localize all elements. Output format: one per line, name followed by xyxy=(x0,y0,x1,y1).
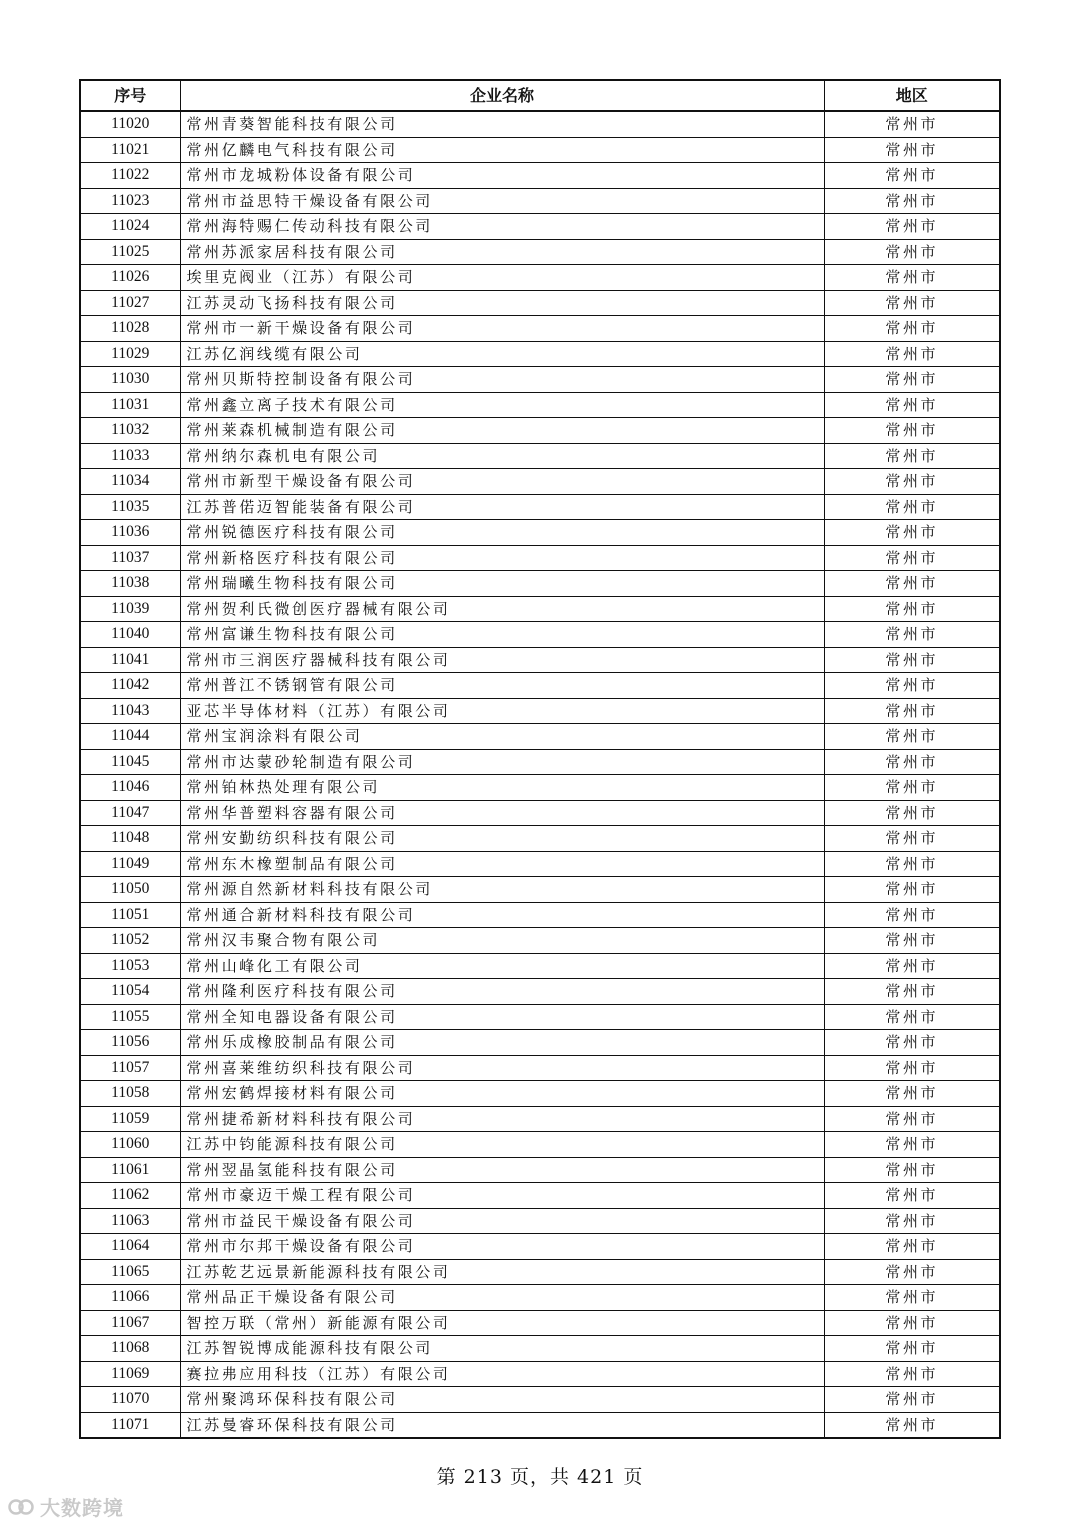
table-row xyxy=(80,571,1000,597)
cell-company-name: 常州市益思特干燥设备有限公司 xyxy=(180,188,824,214)
cell-serial-number: 11067 xyxy=(80,1310,180,1336)
table-row xyxy=(80,443,1000,469)
cell-region: 常州市 xyxy=(824,800,1000,826)
cell-region: 常州市 xyxy=(824,1387,1000,1413)
table-row xyxy=(80,673,1000,699)
cell-region: 常州市 xyxy=(824,673,1000,699)
cell-region: 常州市 xyxy=(824,418,1000,444)
table-row xyxy=(80,111,1000,137)
cell-company-name: 常州通合新材料科技有限公司 xyxy=(180,902,824,928)
cell-company-name: 江苏亿润线缆有限公司 xyxy=(180,341,824,367)
table-row xyxy=(80,1285,1000,1311)
cell-company-name: 常州山峰化工有限公司 xyxy=(180,953,824,979)
cell-company-name: 常州市龙城粉体设备有限公司 xyxy=(180,163,824,189)
cell-region: 常州市 xyxy=(824,265,1000,291)
table-row xyxy=(80,1055,1000,1081)
table-row xyxy=(80,826,1000,852)
cell-serial-number: 11035 xyxy=(80,494,180,520)
table-row xyxy=(80,1004,1000,1030)
cell-serial-number: 11071 xyxy=(80,1412,180,1438)
cell-company-name: 常州全知电器设备有限公司 xyxy=(180,1004,824,1030)
cell-region: 常州市 xyxy=(824,1081,1000,1107)
cell-serial-number: 11056 xyxy=(80,1030,180,1056)
cell-region: 常州市 xyxy=(824,826,1000,852)
cell-company-name: 常州纳尔森机电有限公司 xyxy=(180,443,824,469)
table-row xyxy=(80,1234,1000,1260)
table-row xyxy=(80,520,1000,546)
cell-serial-number: 11023 xyxy=(80,188,180,214)
cell-serial-number: 11030 xyxy=(80,367,180,393)
cell-serial-number: 11031 xyxy=(80,392,180,418)
cell-region: 常州市 xyxy=(824,367,1000,393)
table-row xyxy=(80,1361,1000,1387)
cell-company-name: 常州品正干燥设备有限公司 xyxy=(180,1285,824,1311)
cell-company-name: 常州苏派家居科技有限公司 xyxy=(180,239,824,265)
table-row xyxy=(80,928,1000,954)
cell-serial-number: 11051 xyxy=(80,902,180,928)
table-row xyxy=(80,1081,1000,1107)
table-row xyxy=(80,902,1000,928)
cell-region: 常州市 xyxy=(824,851,1000,877)
table-row xyxy=(80,418,1000,444)
cell-company-name: 常州聚鸿环保科技有限公司 xyxy=(180,1387,824,1413)
cell-serial-number: 11066 xyxy=(80,1285,180,1311)
cell-region: 常州市 xyxy=(824,1004,1000,1030)
cell-serial-number: 11059 xyxy=(80,1106,180,1132)
table-row xyxy=(80,1310,1000,1336)
cell-company-name: 常州汉韦聚合物有限公司 xyxy=(180,928,824,954)
table-row xyxy=(80,290,1000,316)
cell-region: 常州市 xyxy=(824,647,1000,673)
page-number: 第 213 页，共 421 页 xyxy=(436,1466,644,1488)
cell-region: 常州市 xyxy=(824,953,1000,979)
cell-serial-number: 11024 xyxy=(80,214,180,240)
table-row xyxy=(80,545,1000,571)
header-serial-number: 序号 xyxy=(80,80,180,111)
cell-serial-number: 11042 xyxy=(80,673,180,699)
cell-company-name: 常州瑞曦生物科技有限公司 xyxy=(180,571,824,597)
table-row xyxy=(80,851,1000,877)
watermark xyxy=(8,1492,124,1521)
cell-company-name: 江苏普偌迈智能装备有限公司 xyxy=(180,494,824,520)
cell-serial-number: 11046 xyxy=(80,775,180,801)
cell-company-name: 常州富谦生物科技有限公司 xyxy=(180,622,824,648)
cell-region: 常州市 xyxy=(824,1234,1000,1260)
cell-region: 常州市 xyxy=(824,775,1000,801)
cell-region: 常州市 xyxy=(824,1106,1000,1132)
cell-company-name: 常州东木橡塑制品有限公司 xyxy=(180,851,824,877)
cell-serial-number: 11052 xyxy=(80,928,180,954)
cell-serial-number: 11062 xyxy=(80,1183,180,1209)
cell-region: 常州市 xyxy=(824,392,1000,418)
table-row xyxy=(80,137,1000,163)
cell-company-name: 常州铂林热处理有限公司 xyxy=(180,775,824,801)
cell-serial-number: 11065 xyxy=(80,1259,180,1285)
cell-serial-number: 11032 xyxy=(80,418,180,444)
cell-company-name: 常州普江不锈钢管有限公司 xyxy=(180,673,824,699)
cell-company-name: 常州捷希新材料科技有限公司 xyxy=(180,1106,824,1132)
cell-region: 常州市 xyxy=(824,1412,1000,1438)
cell-region: 常州市 xyxy=(824,494,1000,520)
cell-company-name: 常州乐成橡胶制品有限公司 xyxy=(180,1030,824,1056)
table-row xyxy=(80,265,1000,291)
table-row xyxy=(80,775,1000,801)
table-row xyxy=(80,647,1000,673)
table-row xyxy=(80,724,1000,750)
cell-serial-number: 11034 xyxy=(80,469,180,495)
cell-serial-number: 11036 xyxy=(80,520,180,546)
cell-region: 常州市 xyxy=(824,137,1000,163)
table-row xyxy=(80,800,1000,826)
cell-company-name: 常州市豪迈干燥工程有限公司 xyxy=(180,1183,824,1209)
cell-region: 常州市 xyxy=(824,545,1000,571)
cell-region: 常州市 xyxy=(824,749,1000,775)
company-table xyxy=(79,79,1001,1439)
cell-serial-number: 11053 xyxy=(80,953,180,979)
cell-region: 常州市 xyxy=(824,290,1000,316)
cell-company-name: 常州宏鹤焊接材料有限公司 xyxy=(180,1081,824,1107)
cell-region: 常州市 xyxy=(824,928,1000,954)
cell-company-name: 江苏灵动飞扬科技有限公司 xyxy=(180,290,824,316)
cell-region: 常州市 xyxy=(824,469,1000,495)
cell-serial-number: 11039 xyxy=(80,596,180,622)
table-row xyxy=(80,1336,1000,1362)
cell-serial-number: 11041 xyxy=(80,647,180,673)
cell-company-name: 赛拉弗应用科技（江苏）有限公司 xyxy=(180,1361,824,1387)
cell-company-name: 常州安勤纺织科技有限公司 xyxy=(180,826,824,852)
cell-company-name: 常州市益民干燥设备有限公司 xyxy=(180,1208,824,1234)
table-row xyxy=(80,953,1000,979)
table-row xyxy=(80,698,1000,724)
cell-company-name: 常州市达蒙砂轮制造有限公司 xyxy=(180,749,824,775)
table-row xyxy=(80,188,1000,214)
table-row xyxy=(80,316,1000,342)
cell-region: 常州市 xyxy=(824,1030,1000,1056)
cell-company-name: 常州隆利医疗科技有限公司 xyxy=(180,979,824,1005)
cell-company-name: 常州市一新干燥设备有限公司 xyxy=(180,316,824,342)
table-row xyxy=(80,749,1000,775)
table-header-row xyxy=(80,80,1000,111)
cell-company-name: 常州鑫立离子技术有限公司 xyxy=(180,392,824,418)
cell-company-name: 常州喜莱维纺织科技有限公司 xyxy=(180,1055,824,1081)
cell-company-name: 常州市新型干燥设备有限公司 xyxy=(180,469,824,495)
cell-company-name: 常州莱森机械制造有限公司 xyxy=(180,418,824,444)
cell-serial-number: 11055 xyxy=(80,1004,180,1030)
cell-company-name: 江苏曼睿环保科技有限公司 xyxy=(180,1412,824,1438)
cell-company-name: 常州市尔邦干燥设备有限公司 xyxy=(180,1234,824,1260)
cell-serial-number: 11029 xyxy=(80,341,180,367)
cell-region: 常州市 xyxy=(824,1336,1000,1362)
cell-company-name: 常州翌晶氢能科技有限公司 xyxy=(180,1157,824,1183)
header-region: 地区 xyxy=(824,80,1000,111)
cell-serial-number: 11068 xyxy=(80,1336,180,1362)
table-row xyxy=(80,239,1000,265)
cell-company-name: 常州市三润医疗器械科技有限公司 xyxy=(180,647,824,673)
cell-company-name: 常州贺利氏微创医疗器械有限公司 xyxy=(180,596,824,622)
cell-serial-number: 11040 xyxy=(80,622,180,648)
table-row xyxy=(80,469,1000,495)
table-row xyxy=(80,1157,1000,1183)
cell-region: 常州市 xyxy=(824,877,1000,903)
header-company-name: 企业名称 xyxy=(180,80,824,111)
cell-region: 常州市 xyxy=(824,1310,1000,1336)
cell-region: 常州市 xyxy=(824,1259,1000,1285)
cell-region: 常州市 xyxy=(824,111,1000,137)
cell-region: 常州市 xyxy=(824,163,1000,189)
table-row xyxy=(80,622,1000,648)
table-body xyxy=(80,111,1000,1438)
cell-region: 常州市 xyxy=(824,724,1000,750)
cell-serial-number: 11021 xyxy=(80,137,180,163)
cell-company-name: 亚芯半导体材料（江苏）有限公司 xyxy=(180,698,824,724)
cell-region: 常州市 xyxy=(824,1183,1000,1209)
cell-region: 常州市 xyxy=(824,443,1000,469)
cell-serial-number: 11048 xyxy=(80,826,180,852)
cell-serial-number: 11069 xyxy=(80,1361,180,1387)
cell-region: 常州市 xyxy=(824,571,1000,597)
cell-serial-number: 11070 xyxy=(80,1387,180,1413)
cell-region: 常州市 xyxy=(824,341,1000,367)
cell-serial-number: 11061 xyxy=(80,1157,180,1183)
cell-company-name: 常州宝润涂料有限公司 xyxy=(180,724,824,750)
cell-serial-number: 11050 xyxy=(80,877,180,903)
cell-company-name: 江苏乾艺远景新能源科技有限公司 xyxy=(180,1259,824,1285)
cell-serial-number: 11033 xyxy=(80,443,180,469)
cell-region: 常州市 xyxy=(824,1208,1000,1234)
cell-serial-number: 11038 xyxy=(80,571,180,597)
table-row xyxy=(80,367,1000,393)
cell-serial-number: 11020 xyxy=(80,111,180,137)
cell-region: 常州市 xyxy=(824,979,1000,1005)
cell-company-name: 常州锐德医疗科技有限公司 xyxy=(180,520,824,546)
cell-serial-number: 11028 xyxy=(80,316,180,342)
cell-serial-number: 11057 xyxy=(80,1055,180,1081)
table-row xyxy=(80,1387,1000,1413)
table-row xyxy=(80,1106,1000,1132)
cell-company-name: 常州海特赐仁传动科技有限公司 xyxy=(180,214,824,240)
cell-company-name: 江苏中钧能源科技有限公司 xyxy=(180,1132,824,1158)
cell-region: 常州市 xyxy=(824,1285,1000,1311)
cell-serial-number: 11043 xyxy=(80,698,180,724)
cell-region: 常州市 xyxy=(824,214,1000,240)
cell-region: 常州市 xyxy=(824,698,1000,724)
table-row xyxy=(80,163,1000,189)
cell-serial-number: 11049 xyxy=(80,851,180,877)
cell-region: 常州市 xyxy=(824,239,1000,265)
cell-company-name: 常州华普塑料容器有限公司 xyxy=(180,800,824,826)
cell-company-name: 常州贝斯特控制设备有限公司 xyxy=(180,367,824,393)
cell-region: 常州市 xyxy=(824,188,1000,214)
table-row xyxy=(80,341,1000,367)
table-row xyxy=(80,1412,1000,1438)
watermark-text: 大数跨境 xyxy=(40,1496,124,1520)
cell-serial-number: 11045 xyxy=(80,749,180,775)
cell-region: 常州市 xyxy=(824,1157,1000,1183)
cell-company-name: 常州青葵智能科技有限公司 xyxy=(180,111,824,137)
table-row xyxy=(80,877,1000,903)
cell-region: 常州市 xyxy=(824,1055,1000,1081)
cell-serial-number: 11060 xyxy=(80,1132,180,1158)
table-row xyxy=(80,596,1000,622)
cell-serial-number: 11064 xyxy=(80,1234,180,1260)
table-row xyxy=(80,1183,1000,1209)
cell-serial-number: 11058 xyxy=(80,1081,180,1107)
cell-serial-number: 11025 xyxy=(80,239,180,265)
cell-serial-number: 11037 xyxy=(80,545,180,571)
table-row xyxy=(80,979,1000,1005)
table-row xyxy=(80,494,1000,520)
table-row xyxy=(80,1208,1000,1234)
cell-company-name: 江苏智锐博成能源科技有限公司 xyxy=(180,1336,824,1362)
table-row xyxy=(80,1030,1000,1056)
cell-company-name: 埃里克阀业（江苏）有限公司 xyxy=(180,265,824,291)
cell-serial-number: 11026 xyxy=(80,265,180,291)
cell-serial-number: 11047 xyxy=(80,800,180,826)
cell-serial-number: 11054 xyxy=(80,979,180,1005)
table-row xyxy=(80,392,1000,418)
cell-company-name: 常州亿麟电气科技有限公司 xyxy=(180,137,824,163)
cell-company-name: 常州源自然新材料科技有限公司 xyxy=(180,877,824,903)
cell-company-name: 智控万联（常州）新能源有限公司 xyxy=(180,1310,824,1336)
table-row xyxy=(80,1132,1000,1158)
cell-company-name: 常州新格医疗科技有限公司 xyxy=(180,545,824,571)
cell-region: 常州市 xyxy=(824,1361,1000,1387)
cell-region: 常州市 xyxy=(824,520,1000,546)
table-row xyxy=(80,214,1000,240)
cell-serial-number: 11027 xyxy=(80,290,180,316)
cell-serial-number: 11022 xyxy=(80,163,180,189)
cell-serial-number: 11063 xyxy=(80,1208,180,1234)
table-row xyxy=(80,1259,1000,1285)
cell-region: 常州市 xyxy=(824,902,1000,928)
cell-region: 常州市 xyxy=(824,1132,1000,1158)
cell-region: 常州市 xyxy=(824,596,1000,622)
cell-serial-number: 11044 xyxy=(80,724,180,750)
cell-region: 常州市 xyxy=(824,316,1000,342)
cell-region: 常州市 xyxy=(824,622,1000,648)
brand-logo-icon xyxy=(8,1496,34,1518)
